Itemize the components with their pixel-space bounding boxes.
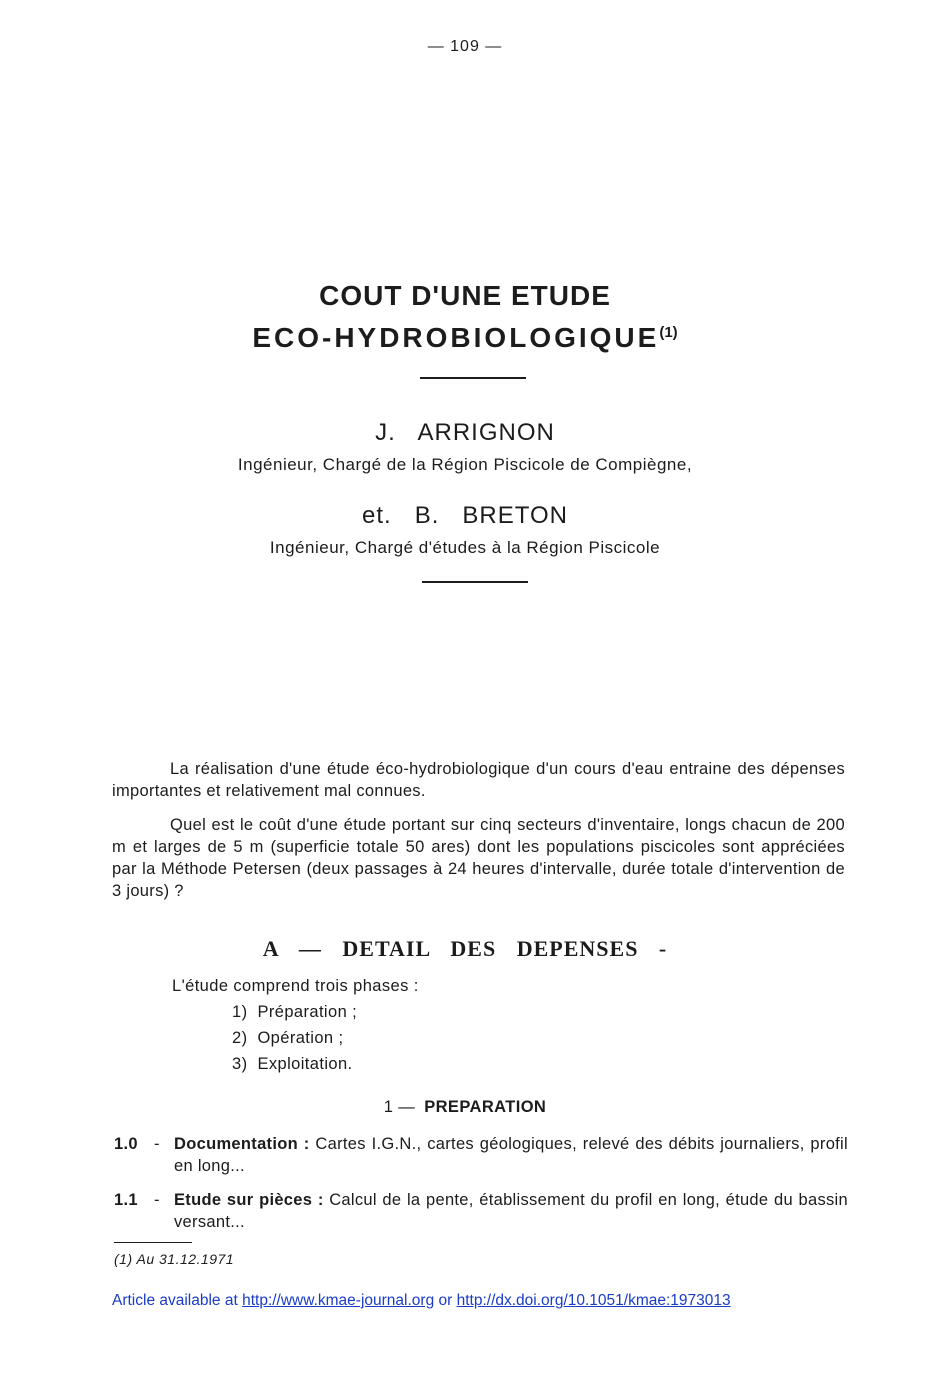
doi-link[interactable]: http://dx.doi.org/10.1051/kmae:1973013	[456, 1292, 731, 1309]
footnote: (1) Au 31.12.1971	[114, 1251, 235, 1267]
title-rule	[420, 377, 526, 379]
item-text: Calcul de la pente, établissement du profil en long, étude du bassin versant...	[174, 1191, 848, 1231]
phase-item-2: 2) Opération ;	[232, 1029, 344, 1047]
prep-item-1-0	[114, 1133, 848, 1177]
footnote-rule	[114, 1242, 192, 1243]
item-dash: -	[154, 1191, 160, 1209]
subsection-heading	[0, 1098, 930, 1117]
intro-paragraph-1: La réalisation d'une étude éco-hydrobiologique d'un cours d'eau entraine des dépenses importantes et relativement mal connues.	[112, 760, 845, 800]
author-2-affiliation: Ingénieur, Chargé d'études à la Région Piscicole	[269, 538, 661, 557]
item-body	[174, 1133, 848, 1177]
availability-line	[112, 1292, 731, 1310]
title-line-1: COUT D'UNE ETUDE	[319, 280, 611, 311]
title-line-2	[0, 322, 930, 354]
item-body	[174, 1189, 848, 1233]
phases-intro: L'étude comprend trois phases :	[172, 977, 419, 995]
journal-link[interactable]: http://www.kmae-journal.org	[242, 1292, 435, 1309]
subsection-number: 1 —	[383, 1098, 416, 1116]
author-1-affiliation: Ingénieur, Chargé de la Région Piscicole de Compiègne,	[237, 455, 693, 474]
author-1-name: J. ARRIGNON	[375, 419, 555, 446]
subsection-title: PREPARATION	[424, 1098, 547, 1116]
item-dash: -	[154, 1135, 160, 1153]
prep-item-1-1	[114, 1189, 848, 1233]
title-line-2-text: ECO-HYDROBIOLOGIQUE	[252, 322, 660, 353]
title-footnote-ref: (1)	[659, 324, 678, 341]
item-label: Documentation :	[174, 1135, 310, 1153]
authors-rule	[422, 581, 528, 583]
intro-text	[112, 758, 845, 914]
page-number: — 109 —	[427, 38, 503, 55]
author-2-name: et. B. BRETON	[362, 502, 568, 529]
availability-prefix: Article available at	[112, 1292, 243, 1309]
item-code: 1.0	[114, 1135, 138, 1153]
phase-item-1: 1) Préparation ;	[232, 1003, 358, 1021]
item-text: Cartes I.G.N., cartes géologiques, relevé des débits journaliers, profil en long...	[174, 1135, 848, 1175]
item-label: Etude sur pièces :	[174, 1191, 324, 1209]
item-code: 1.1	[114, 1191, 138, 1209]
availability-middle: or	[434, 1292, 457, 1309]
section-a-heading: A — DETAIL DES DEPENSES -	[262, 936, 668, 961]
phase-item-3: 3) Exploitation.	[232, 1055, 353, 1073]
intro-paragraph-2: Quel est le coût d'une étude portant sur cinq secteurs d'inventaire, longs chacun de 200 m et larges de 5 m (superficie totale 50 ares) dont les populations piscicoles sont appréciées par la Méthode Petersen (deux passages à 24 heures d'intervalle, durée totale d'intervention de 3 jours) ?	[112, 816, 845, 900]
